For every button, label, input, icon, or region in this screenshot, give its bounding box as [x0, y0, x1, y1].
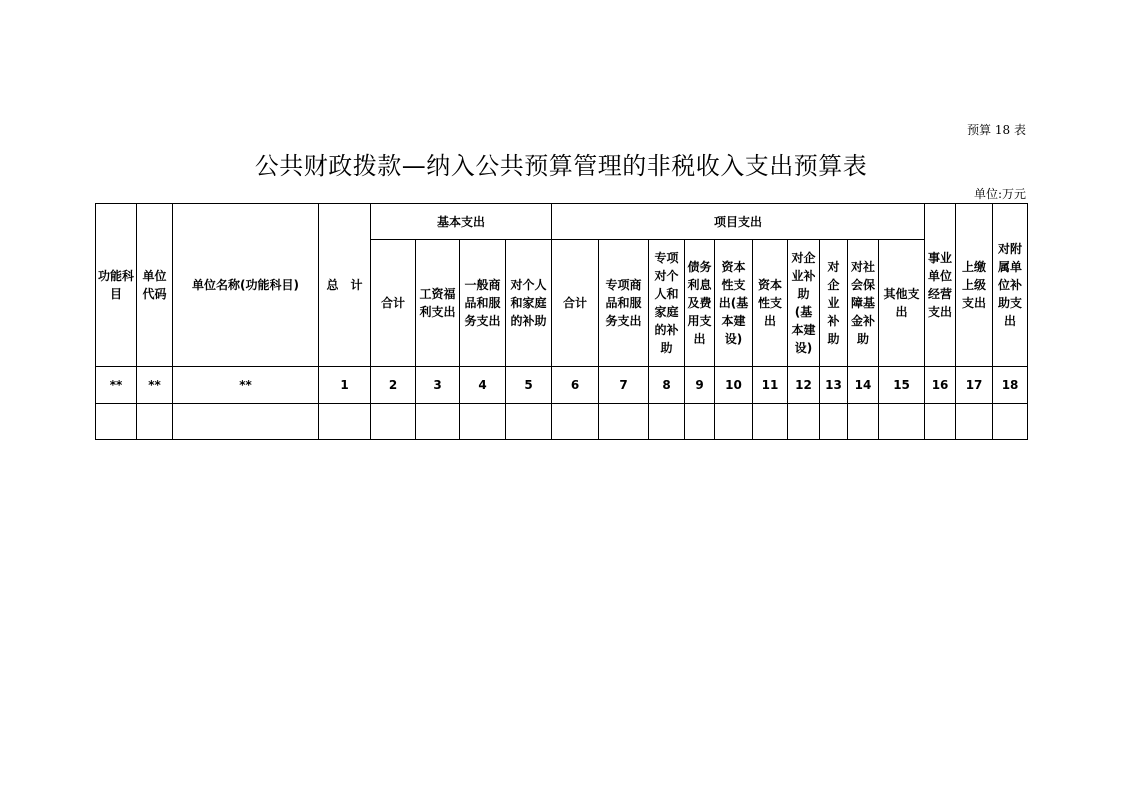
data-cell[interactable] — [993, 404, 1028, 440]
header-special-individual: 专项对个人和家庭的补助 — [649, 240, 685, 367]
data-cell[interactable] — [599, 404, 649, 440]
data-cell[interactable] — [96, 404, 137, 440]
budget-table — [95, 203, 1028, 440]
data-cell[interactable] — [649, 404, 685, 440]
header-social-security: 对社会保障基金补助 — [848, 240, 879, 367]
data-cell[interactable] — [416, 404, 460, 440]
header-goods-services: 一般商品和服务支出 — [460, 240, 506, 367]
header-project-expenditure: 项目支出 — [552, 204, 925, 240]
data-cell[interactable] — [753, 404, 788, 440]
header-wages: 工资福利支出 — [416, 240, 460, 367]
index-cell: 17 — [956, 367, 993, 404]
data-cell[interactable] — [925, 404, 956, 440]
data-cell[interactable] — [879, 404, 925, 440]
data-cell[interactable] — [319, 404, 371, 440]
index-cell: ** — [96, 367, 137, 404]
data-cell[interactable] — [173, 404, 319, 440]
index-cell: 7 — [599, 367, 649, 404]
table-row — [96, 404, 1028, 440]
header-debt-interest: 债务利息及费用支出 — [685, 240, 715, 367]
data-cell[interactable] — [956, 404, 993, 440]
index-cell: 15 — [879, 367, 925, 404]
index-cell: 3 — [416, 367, 460, 404]
data-cell[interactable] — [685, 404, 715, 440]
page-title: 公共财政拨款—纳入公共预算管理的非税收入支出预算表 — [254, 152, 868, 180]
index-cell: 4 — [460, 367, 506, 404]
index-cell: 8 — [649, 367, 685, 404]
index-cell: 14 — [848, 367, 879, 404]
header-enterprise: 对企业补助 — [820, 240, 848, 367]
data-cell[interactable] — [371, 404, 416, 440]
index-cell: 6 — [552, 367, 599, 404]
header-other: 其他支出 — [879, 240, 925, 367]
header-project-sum: 合计 — [552, 240, 599, 367]
header-capital: 资本性支出 — [753, 240, 788, 367]
header-enterprise-basic: 对企业补助(基本建设) — [788, 240, 820, 367]
index-cell: 9 — [685, 367, 715, 404]
header-individual-subsidy: 对个人和家庭的补助 — [506, 240, 552, 367]
data-cell[interactable] — [506, 404, 552, 440]
header-basic-sum: 合计 — [371, 240, 416, 367]
data-cell[interactable] — [137, 404, 173, 440]
index-cell: 11 — [753, 367, 788, 404]
header-func-subject: 功能科目 — [96, 204, 137, 367]
index-cell: 10 — [715, 367, 753, 404]
header-unit-name: 单位名称(功能科目) — [173, 204, 319, 367]
unit-label: 单位:万元 — [973, 187, 1026, 201]
header-special-goods: 专项商品和服务支出 — [599, 240, 649, 367]
data-cell[interactable] — [460, 404, 506, 440]
header-capital-basic: 资本性支出(基本建设) — [715, 240, 753, 367]
header-basic-expenditure: 基本支出 — [371, 204, 552, 240]
header-unit-code: 单位代码 — [137, 204, 173, 367]
index-cell: ** — [137, 367, 173, 404]
index-cell: 2 — [371, 367, 416, 404]
index-cell: 13 — [820, 367, 848, 404]
header-business-unit: 事业单位经营支出 — [925, 204, 956, 367]
data-cell[interactable] — [715, 404, 753, 440]
data-cell[interactable] — [820, 404, 848, 440]
header-total: 总 计 — [319, 204, 371, 367]
index-cell: 5 — [506, 367, 552, 404]
data-cell[interactable] — [552, 404, 599, 440]
data-cell[interactable] — [848, 404, 879, 440]
index-cell: 18 — [993, 367, 1028, 404]
header-upper-level: 上缴上级支出 — [956, 204, 993, 367]
header-affiliated: 对附属单位补助支出 — [993, 204, 1028, 367]
index-cell: 1 — [319, 367, 371, 404]
index-cell: 16 — [925, 367, 956, 404]
index-cell: ** — [173, 367, 319, 404]
index-row — [96, 367, 1028, 404]
data-cell[interactable] — [788, 404, 820, 440]
index-cell: 12 — [788, 367, 820, 404]
table-number: 预算 18 表 — [967, 123, 1026, 137]
